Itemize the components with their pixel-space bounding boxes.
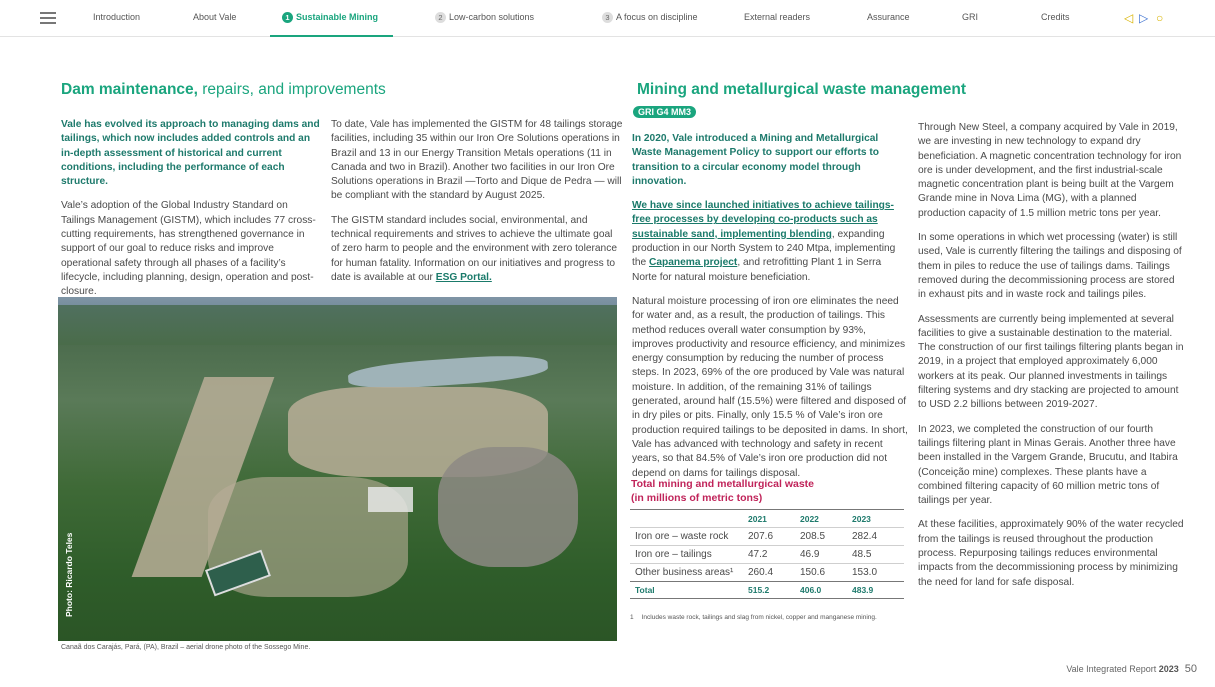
photo-building	[368, 487, 413, 512]
nav-number: 1	[282, 12, 293, 23]
table-row	[630, 546, 904, 564]
mine-aerial-photo	[58, 297, 617, 641]
right-column-2	[918, 121, 1184, 600]
next-page-icon[interactable]: ▷	[1139, 11, 1149, 25]
nav-sustainable-mining[interactable]	[282, 12, 378, 23]
table-row	[630, 528, 904, 546]
footnote-text: Includes waste rock, tailings and slag from nickel, copper and manganese mining.	[641, 614, 877, 621]
table-title-line: Total mining and metallurgical waste	[631, 478, 815, 490]
nav-label: GRI	[962, 12, 979, 22]
paragraph	[331, 214, 623, 285]
row-label: Other business areas¹	[630, 564, 748, 582]
home-circle-icon[interactable]: ○	[1156, 11, 1164, 25]
cell: 47.2	[748, 546, 800, 564]
nav-label: About Vale	[193, 12, 237, 22]
paragraph: Vale’s adoption of the Global Industry Standard on Tailings Management (GISTM), which includes 77 cross-cutting requirements, has strengthened governance in support of our goal to reduce risks and improve operational safety through all phases of a facility’s lifecycle, including planning, design, operation and post-closure.	[61, 200, 316, 298]
page-footer	[1066, 663, 1197, 675]
cell: 515.2	[748, 582, 800, 599]
capanema-link[interactable]: Capanema project	[649, 257, 738, 269]
paragraph: In 2023, we completed the construction of our fourth tailings filtering plant in Minas Gerais. Another three have been installed in the Vargem Grande, Brucutu, and Itabira (Conceição mine) complexes. These plants have a combined filtering capacity of 60 million metric tons of tailings per year.	[918, 423, 1178, 507]
heading-bold: Dam maintenance,	[61, 81, 198, 98]
cell: 46.9	[800, 546, 852, 564]
cell: 153.0	[852, 564, 904, 582]
column-header: 2023	[852, 514, 871, 524]
nav-number: 2	[435, 12, 446, 23]
cell: 48.5	[852, 546, 904, 564]
cell: 406.0	[800, 582, 852, 599]
nav-label: Assurance	[867, 12, 910, 22]
top-nav	[0, 0, 1215, 37]
cell: 282.4	[852, 528, 904, 546]
table-title-line: (in millions of metric tons)	[631, 491, 763, 504]
cell: 483.9	[852, 582, 904, 599]
cell: 208.5	[800, 528, 852, 546]
menu-icon[interactable]	[40, 12, 56, 24]
paragraph: In some operations in which wet processing (water) is still used, Vale is currently filtering the tailings and disposing of them in piles to reduce the use of tailings dams. Tailings removed during the decommissioning process are stored in exhaust pits and in waste rock and tailings piles.	[918, 232, 1182, 301]
paragraph: At these facilities, approximately 90% of the water recycled from the tailings is reused throughout the production process. Repurposing tailings reduces environmental impacts from the decommissioning process by minimizing the need for land for safe disposal.	[918, 519, 1184, 588]
nav-focus-discipline[interactable]	[602, 12, 698, 23]
table-title	[631, 478, 814, 505]
photo-caption: Canaã dos Carajás, Pará, (PA), Brazil – aerial drone photo of the Sossego Mine.	[61, 644, 311, 651]
paragraph-text: The GISTM standard includes social, environmental, and technical requirements and strives to achieve the ultimate goal of zero harm to people and the environment with zero tolerance for human fatality. Information on our initiatives and progress to date is available at our	[331, 214, 617, 283]
nav-label: Low-carbon solutions	[449, 12, 535, 22]
photo-credit: Photo: Ricardo Teles	[64, 532, 74, 617]
cell: 207.6	[748, 528, 800, 546]
esg-portal-link[interactable]: ESG Portal.	[435, 271, 492, 283]
table-total-row	[630, 582, 904, 599]
cell: 260.4	[748, 564, 800, 582]
column-header: 2021	[748, 514, 767, 524]
nav-label: A focus on discipline	[616, 12, 698, 22]
lead-paragraph: In 2020, Vale introduced a Mining and Metallurgical Waste Management Policy to support our efforts to transition to a circular economy model through innovation.	[632, 133, 879, 187]
left-column-2	[331, 118, 623, 295]
row-label: Iron ore – tailings	[630, 546, 748, 564]
page-number: 50	[1184, 663, 1197, 675]
section-heading-dams	[61, 81, 386, 99]
paragraph: Natural moisture processing of iron ore eliminates the need for water and, as a result, the production of tailings. This method reduces overall water consumption by 93%, improves productivity and resource efficiency, and minimizes energy consumption by reducing the number of process steps. In 2023, 69% of the ore produced by Vale was natural moisture. In addition, of the remaining 31% of tailings generated, around half (15.5%) were filtered and disposed of in dry piles or pits. Finally, only 15.5 % of Vale’s iron ore production required tailings to be deposited in dams. In short, Vale has advanced with technology and safety in recent years, so that 84.5% of Vale’s iron ore production did not depend on dams for tailings disposal.	[632, 295, 908, 479]
paragraph-text: , expanding production in our North System to 240 Mtpa, implementing the	[632, 228, 896, 269]
nav-about-vale[interactable]	[193, 12, 236, 22]
nav-label: Credits	[1041, 12, 1070, 22]
gri-badge[interactable]: GRI G4 MM3	[633, 106, 696, 118]
photo-lake	[347, 352, 548, 392]
nav-low-carbon[interactable]	[435, 12, 534, 23]
prev-page-icon[interactable]: ◁	[1124, 11, 1134, 25]
paragraph: Through New Steel, a company acquired by Vale in 2019, we are investing in new technology to expand dry beneficiation. A magnetic concentration technology for iron ore is under development, and the first industrial-scale magnetic concentration plant is being built at the Vargem Grande mine in Nova Lima (MG), with a planned production capacity of 1.5 million metric tons per year.	[918, 122, 1182, 219]
section-heading-waste: Mining and metallurgical waste management	[637, 81, 967, 98]
nav-label: Introduction	[93, 12, 141, 22]
nav-credits[interactable]	[1041, 12, 1070, 22]
table-footnote	[630, 614, 885, 621]
row-label: Total	[630, 582, 748, 599]
heading-rest: repairs, and improvements	[197, 81, 386, 98]
right-column-1	[632, 132, 908, 491]
nav-number: 3	[602, 12, 613, 23]
paragraph: Assessments are currently being implemented at several facilities to give a sustainable destination to the material. The construction of our first tailings filtering plants began in 2019, in a project that employed approximately 6,000 workers at its peak. Our planned investments in tailings filtering systems and dry stacking are projected to amount to USD 2.2 billions between 2019-2027.	[918, 313, 1184, 411]
nav-label: Sustainable Mining	[296, 12, 379, 22]
column-header: 2022	[800, 514, 819, 524]
nav-assurance[interactable]	[867, 12, 910, 22]
footnote-number: 1	[630, 614, 634, 621]
table-row	[630, 564, 904, 582]
report-year: 2023	[1158, 664, 1179, 674]
waste-table	[630, 509, 904, 599]
nav-introduction[interactable]	[93, 12, 140, 22]
photo-waste-pile	[438, 447, 578, 567]
nav-external-readers[interactable]	[744, 12, 810, 22]
paragraph-text: , and retrofitting Plant 1 in Serra Norte for natural moisture beneficiation.	[632, 257, 882, 283]
nav-gri[interactable]	[962, 12, 978, 22]
column-header	[630, 510, 748, 528]
photo-hills	[58, 305, 617, 345]
paragraph	[632, 199, 908, 285]
left-column-1	[61, 118, 323, 310]
table-header-row	[630, 510, 904, 528]
cell: 150.6	[800, 564, 852, 582]
lead-paragraph: Vale has evolved its approach to managing dams and tailings, which now includes added controls and an in-depth assessment of historical and current conditions, including the performance of each structure.	[61, 119, 320, 188]
paragraph: To date, Vale has implemented the GISTM for 48 tailings storage facilities, including 35 within our Iron Ore Solutions operations in Brazil and 13 in our Energy Transition Metals operations (11 in Canada and two in Brazil). Another two facilities in our Iron Ore Solutions operations in Brazil —Torto and Dique de Pedra — will be compliant with the standard by August 2025.	[331, 119, 623, 202]
report-name: Vale Integrated Report	[1066, 664, 1159, 674]
row-label: Iron ore – waste rock	[630, 528, 748, 546]
active-tab-indicator	[270, 35, 393, 37]
nav-label: External readers	[744, 12, 811, 22]
tailings-free-link[interactable]: We have since launched initiatives to achieve tailings-free processes by developing co-products such as sustainable sand, implementing blending	[632, 200, 894, 240]
